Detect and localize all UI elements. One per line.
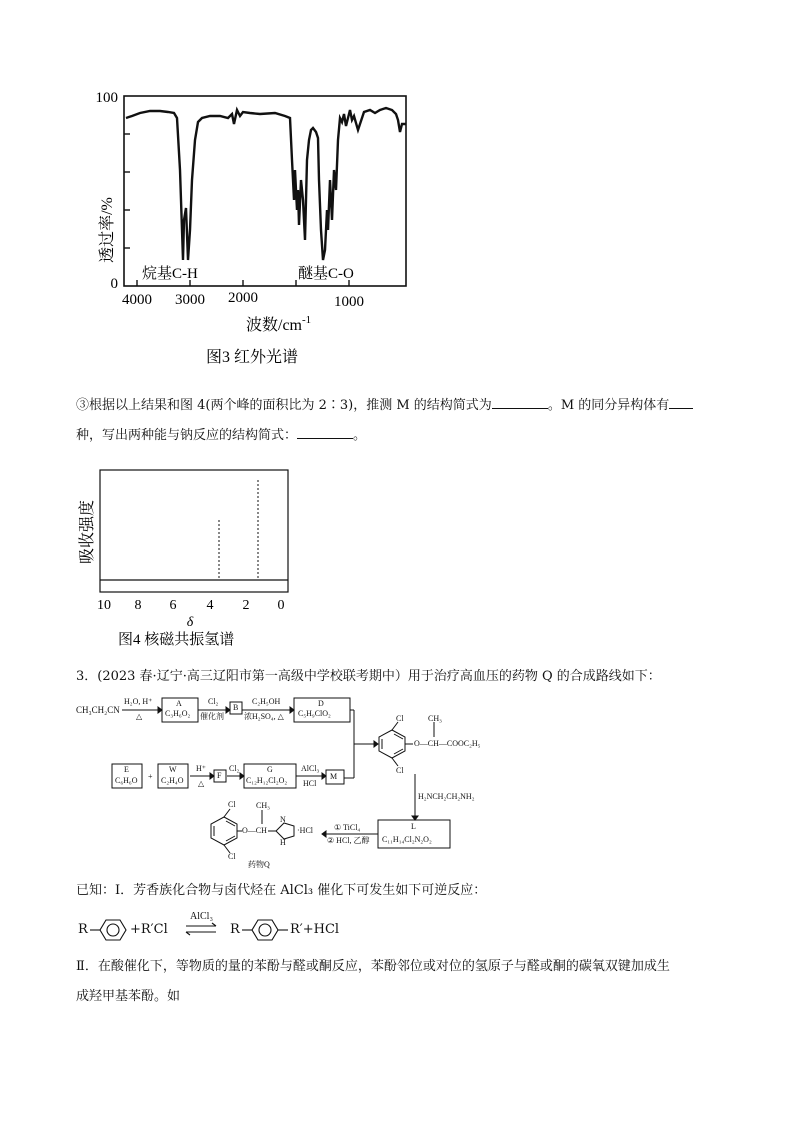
ir-x-tick-4000: 4000 [122, 292, 152, 308]
nmr-x-tick-2: 2 [242, 598, 250, 613]
start-material: CH₃CH₂CN [76, 705, 120, 715]
cond-4-top: H⁺ [196, 764, 206, 773]
ir-caption: 图3 红外光谱 [206, 349, 299, 366]
compound-E-formula: C₆H₆O [115, 776, 138, 785]
compound-D-formula: C₅H₉ClO₂ [298, 709, 331, 718]
reagent-ethylenediamine: H₂NCH₂CH₂NH₂ [418, 792, 475, 801]
eq-plus-rcl: +R′Cl [130, 922, 168, 937]
cond-3-bottom: 浓H₂SO₄, △ [244, 712, 284, 721]
nmr-caption: 图4 核磁共振氢谱 [118, 632, 235, 648]
known-II-line1: Ⅱ．在酸催化下，等物质的量的苯酚与醛或酮反应，苯酚邻位或对位的氢原子与醛或酮的碳氧双键加成生 [76, 959, 670, 974]
ir-x-tick-3000: 3000 [175, 292, 205, 308]
eq-r-right: R [230, 922, 240, 937]
compound-M-label: M [330, 772, 338, 781]
compound-L-label: L [411, 822, 416, 831]
q-cl-top: Cl [228, 800, 236, 809]
ir-x-tick-2000: 2000 [228, 290, 258, 306]
compound-G-formula: C₁₂H₁₂Cl₂O₂ [246, 776, 288, 785]
eq-catalyst: AlCl₃ [190, 911, 213, 922]
cond-4-bottom: △ [198, 779, 205, 788]
nmr-spectrum-figure [76, 462, 306, 652]
compound-F-label: F [217, 771, 222, 780]
question-line-1 [76, 396, 693, 415]
answer-blank-isomer-count[interactable] [669, 396, 693, 409]
compound-W-formula: C₂H₄O [161, 776, 184, 785]
ir-y-bottom: 0 [110, 276, 118, 292]
ir-annotation-ch: 烷基C-H [142, 266, 198, 282]
problem-3-header: 3．(2023 春·辽宁·高三辽阳市第一高级中学校联考期中）用于治疗高血压的药物 Q 的合成路线如下： [76, 669, 661, 684]
compound-D-label: D [318, 699, 324, 708]
compound-A-formula: C₃H₆O₂ [165, 709, 191, 718]
nmr-x-tick-4: 4 [206, 598, 214, 613]
product-cl-top: Cl [396, 714, 404, 723]
product-side-chain: O—CH—COOC₂H₅ [414, 739, 481, 748]
cond-1-top: H₂O, H⁺ [124, 697, 153, 706]
nmr-x-tick-10: 10 [97, 598, 111, 613]
compound-W-label: W [169, 765, 177, 774]
nmr-x-tick-8: 8 [134, 598, 142, 613]
known-intro: 已知：I．芳香族化合物与卤代烃在 AlCl₃ 催化下可发生如下可逆反应： [76, 883, 487, 898]
question-text-d: 。 [353, 428, 367, 443]
answer-blank-two-structures[interactable] [297, 426, 353, 439]
cond-5-top: Cl₂ [229, 764, 240, 773]
compound-G-label: G [267, 765, 273, 774]
q-label: 药物Q [248, 860, 270, 869]
product-cl-bottom: Cl [396, 766, 404, 775]
known-equation [76, 908, 376, 952]
cond-7-top: ① TiCl₄ [334, 823, 361, 832]
ir-y-top: 100 [95, 90, 118, 106]
q-ring-n: N [280, 815, 286, 824]
nmr-plot-frame [100, 470, 288, 592]
ir-plot-frame [124, 96, 406, 286]
nmr-x-tick-6: 6 [169, 598, 177, 613]
plus-sign: + [148, 772, 153, 781]
eq-rp-hcl: R′+HCl [290, 922, 340, 937]
cond-2-bottom: 催化剂 [200, 712, 224, 721]
ir-spectrum-trace [126, 108, 406, 260]
question-line-2 [76, 426, 366, 445]
q-hcl: ·HCl [297, 826, 313, 835]
compound-B-label: B [233, 703, 239, 712]
ir-ylabel: 透过率/% [99, 197, 116, 263]
nmr-x-tick-0: 0 [277, 598, 285, 613]
cond-6-bottom: HCl [303, 779, 317, 788]
compound-A-label: A [176, 699, 182, 708]
cond-2-top: Cl₂ [208, 697, 219, 706]
cond-6-top: AlCl₃ [301, 764, 320, 773]
product-ch3: CH₃ [428, 714, 442, 723]
q-ch3: CH₃ [256, 801, 270, 810]
ir-spectrum-figure [80, 80, 420, 370]
known-II-line2: 成羟甲基苯酚。如 [76, 989, 181, 1004]
ir-y-ticks [124, 134, 130, 248]
ir-xlabel: 波数$/cm^{-1}$ [246, 314, 312, 334]
ir-annotation-co: 醚基C-O [298, 266, 354, 282]
q-cl-bottom: Cl [228, 852, 236, 861]
cond-1-bottom: △ [136, 712, 143, 721]
compound-E-label: E [124, 765, 129, 774]
nmr-ylabel: 吸收强度 [79, 499, 96, 565]
synthesis-scheme [72, 692, 512, 874]
question-text-a: ③根据以上结果和图 4(两个峰的面积比为 2∶3)，推测 M 的结构简式为 [76, 398, 492, 413]
compound-L-formula: C₁₁H₁₄Cl₂N₂O₂ [382, 835, 432, 844]
cond-7-bottom: ② HCl, 乙醇 [327, 836, 370, 845]
ir-x-tick-1000: 1000 [334, 294, 364, 310]
nmr-xlabel: δ [186, 615, 194, 630]
question-text-b: 。M 的同分异构体有 [547, 398, 670, 413]
eq-r-left: R [78, 922, 88, 937]
q-ring-h: H [280, 838, 286, 847]
cond-3-top: C₂H₅OH [252, 697, 281, 706]
answer-blank-structure[interactable] [492, 396, 548, 409]
question-text-c: 种，写出两种能与钠反应的结构简式： [76, 428, 298, 443]
q-o-ch: O—CH [242, 826, 267, 835]
